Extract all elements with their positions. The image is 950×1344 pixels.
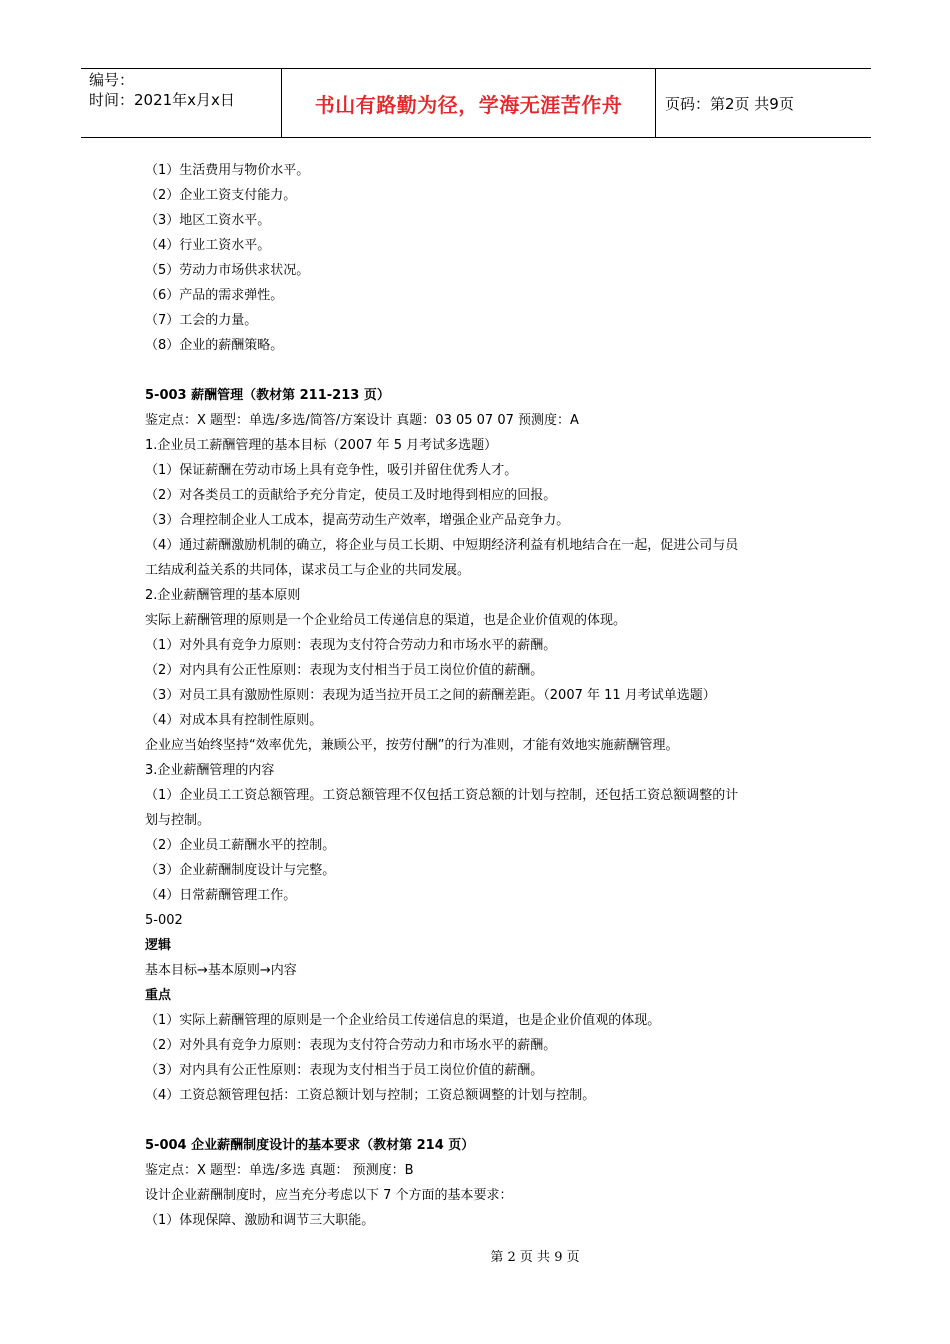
body-line: （1）保证薪酬在劳动市场上具有竞争性，吸引并留住优秀人才。 xyxy=(145,463,518,478)
body-line: （1）对外具有竞争力原则：表现为支付符合劳动力和市场水平的薪酬。 xyxy=(145,638,557,653)
body-line: （1）体现保障、激励和调节三大职能。 xyxy=(145,1213,375,1228)
document-number-label: 编号： xyxy=(89,71,135,89)
blank-line xyxy=(145,358,805,383)
header-motto: 书山有路勤为径，学海无涯苦作舟 xyxy=(314,92,623,117)
subheading: 3.企业薪酬管理的内容 xyxy=(145,763,275,778)
body-line: （6）产品的需求弹性。 xyxy=(145,288,284,303)
section-meta: 鉴定点：X 题型：单选/多选/简答/方案设计 真题：03 05 07 07 预测度：A xyxy=(145,413,579,428)
body-line: （2）企业工资支付能力。 xyxy=(145,188,297,203)
section-code: 5-002 xyxy=(145,913,183,928)
subheading: 1.企业员工薪酬管理的基本目标（2007 年 5 月考试多选题） xyxy=(145,438,498,453)
section-meta: 鉴定点：X 题型：单选/多选 真题： 预测度：B xyxy=(145,1163,414,1178)
body-line: （1）企业员工工资总额管理。工资总额管理不仅包括工资总额的计划与控制，还包括工资总额调整的计 xyxy=(145,788,739,803)
body-line: （4）工资总额管理包括：工资总额计划与控制；工资总额调整的计划与控制。 xyxy=(145,1088,596,1103)
header-meta xyxy=(81,69,281,137)
body-line: 划与控制。 xyxy=(145,813,211,828)
body-line: 实际上薪酬管理的原则是一个企业给员工传递信息的渠道，也是企业价值观的体现。 xyxy=(145,613,627,628)
header-page-cell xyxy=(655,69,871,137)
body-line: （1）实际上薪酬管理的原则是一个企业给员工传递信息的渠道，也是企业价值观的体现。 xyxy=(145,1013,661,1028)
header-page-info: 页码：第2页 共9页 xyxy=(665,94,794,113)
body-line: （2）对各类员工的贡献给予充分肯定，使员工及时地得到相应的回报。 xyxy=(145,488,557,503)
body-line: （7）工会的力量。 xyxy=(145,313,258,328)
footer-page-number: 第 2 页 共 9 页 xyxy=(490,1250,580,1265)
body-line: （4）通过薪酬激励机制的确立，将企业与员工长期、中短期经济利益有机地结合在一起，促进公司与员 xyxy=(145,538,739,553)
body-line: 企业应当始终坚持“效率优先，兼顾公平，按劳付酬”的行为准则，才能有效地实施薪酬管理。 xyxy=(145,738,679,753)
body-line: （4）日常薪酬管理工作。 xyxy=(145,888,297,903)
body-line: （8）企业的薪酬策略。 xyxy=(145,338,284,353)
body-line: （4）对成本具有控制性原则。 xyxy=(145,713,323,728)
body-line: （2）对内具有公正性原则：表现为支付相当于员工岗位价值的薪酬。 xyxy=(145,663,544,678)
body-line: 设计企业薪酬制度时，应当充分考虑以下 7 个方面的基本要求： xyxy=(145,1188,513,1203)
body-line: 基本目标→基本原则→内容 xyxy=(145,963,297,978)
page-header xyxy=(81,68,871,138)
document-body xyxy=(145,158,805,1233)
logic-heading: 逻辑 xyxy=(145,938,172,953)
key-points-heading: 重点 xyxy=(145,988,172,1003)
body-line: （3）地区工资水平。 xyxy=(145,213,271,228)
body-line: （2）对外具有竞争力原则：表现为支付符合劳动力和市场水平的薪酬。 xyxy=(145,1038,557,1053)
body-line: （3）合理控制企业人工成本，提高劳动生产效率，增强企业产品竞争力。 xyxy=(145,513,570,528)
body-line: 工结成利益关系的共同体，谋求员工与企业的共同发展。 xyxy=(145,563,471,578)
body-line: （5）劳动力市场供求状况。 xyxy=(145,263,310,278)
body-line: （3）对内具有公正性原则：表现为支付相当于员工岗位价值的薪酬。 xyxy=(145,1063,544,1078)
subheading: 2.企业薪酬管理的基本原则 xyxy=(145,588,301,603)
body-line: （3）企业薪酬制度设计与完整。 xyxy=(145,863,336,878)
document-time-label: 时间：2021年x月x日 xyxy=(89,91,235,109)
body-line: （2）企业员工薪酬水平的控制。 xyxy=(145,838,336,853)
page-footer xyxy=(0,1246,950,1265)
section-heading: 5-003 薪酬管理（教材第 211-213 页） xyxy=(145,388,390,403)
blank-line xyxy=(145,1108,805,1133)
body-line: （1）生活费用与物价水平。 xyxy=(145,163,310,178)
body-line: （4）行业工资水平。 xyxy=(145,238,271,253)
header-motto-cell xyxy=(281,69,656,137)
body-line: （3）对员工具有激励性原则：表现为适当拉开员工之间的薪酬差距。（2007 年 11 月考试单选题） xyxy=(145,688,716,703)
section-heading: 5-004 企业薪酬制度设计的基本要求（教材第 214 页） xyxy=(145,1138,475,1153)
